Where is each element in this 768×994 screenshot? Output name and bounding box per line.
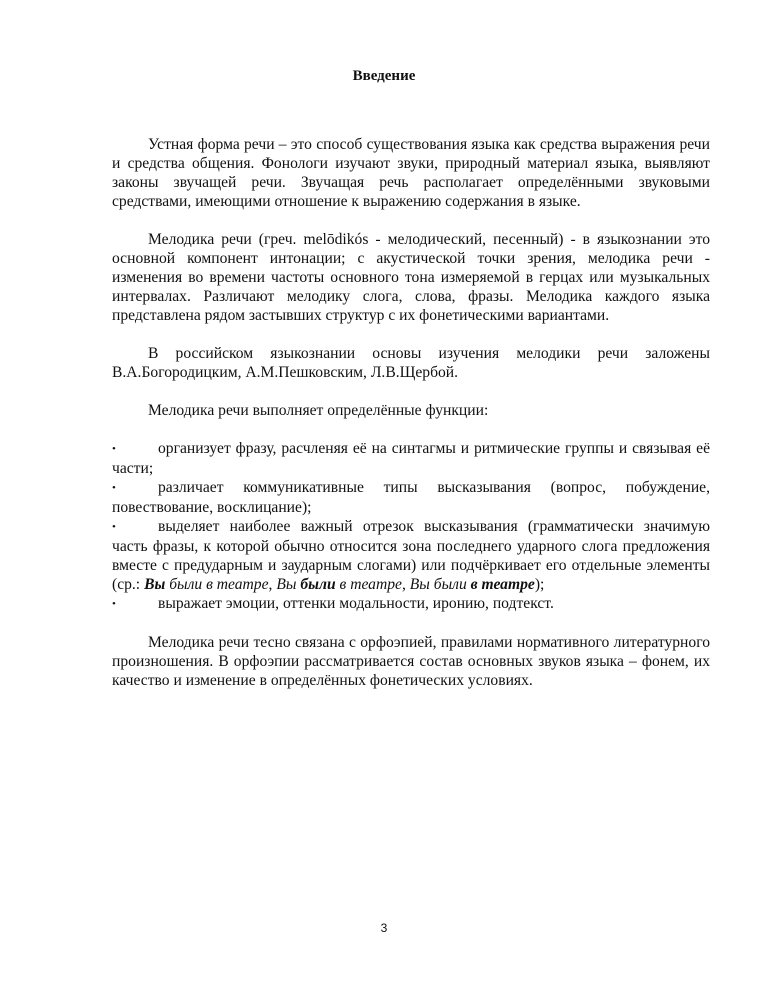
page-number: 3 [380,921,388,935]
document-body [112,135,710,709]
example-3-start: Вы были [409,576,467,593]
paragraph-melodika-definition: Мелодика речи (греч. melōdikós - мелодический, песенный) - в языкознании это основной компонент интонации; с акустической точки зрения, мелодика речи - изменения во времени частоты основного тона измеряемой в герцах или музыкальных интервалах. Различают мелодику слога, слова, фразы. Мелодика каждого языка представлена рядом застывших структур с их фонетическими вариантами. [112,231,710,324]
page-title: Введение [352,68,416,84]
functions-list [112,439,710,614]
example-1-rest: были в театре [169,576,269,593]
example-separator: , [401,576,406,593]
example-2-emphasis: были [300,576,336,593]
bullet-icon: • [112,521,116,533]
example-separator: , [268,576,273,593]
paragraph-functions-intro: Мелодика речи выполняет определённые функции: [148,402,489,419]
paragraph-russian-linguistics: В российском языкознании основы изучения мелодики речи заложены В.А.Богородицким, А.М.Пешковским, Л.В.Щербой. [112,345,710,381]
list-item [112,478,710,517]
paragraph-orthoepy: Мелодика речи тесно связана с орфоэпией, правилами нормативного литературного произношения. В орфоэпии рассматривается состав основных звуков языка – фонем, их качество и изменение в определённых фонетических условиях. [112,634,710,689]
list-item [112,439,710,478]
example-closing: ); [534,576,545,593]
example-3-emphasis: в театре [470,576,535,593]
example-2-rest: в театре [339,576,402,593]
list-item-text: различает коммуникативные типы высказывания (вопрос, побуждение, повествование, восклицание); [112,479,710,516]
list-item [112,517,710,594]
list-item-text: организует фразу, расчленяя её на синтагмы и ритмические группы и связывая её части; [112,440,710,477]
bullet-icon: • [112,482,116,494]
example-1-emphasis: Вы [144,576,166,593]
list-item-text: выражает эмоции, оттенки модальности, иронию, подтекст. [158,595,554,612]
list-item-text: выделяет наиболее важный отрезок высказывания (грамматически значимую часть фразы, к которой обычно относится зона последнего ударного слога предложения вместе с предударным и заударным слогами) или подчёркивает его отдельные элементы (ср.: [112,518,710,593]
example-2-start: Вы [276,576,297,593]
list-item [112,594,710,614]
bullet-icon: • [112,443,116,455]
paragraph-intro: Устная форма речи – это способ существования языка как средства выражения речи и средства общения. Фонологи изучают звуки, природный материал языка, выявляют законы звучащей речи. Звучащая речь располагает определёнными звуковыми средствами, имеющими отношение к выражению содержания в языке. [112,136,710,210]
bullet-icon: • [112,598,116,610]
